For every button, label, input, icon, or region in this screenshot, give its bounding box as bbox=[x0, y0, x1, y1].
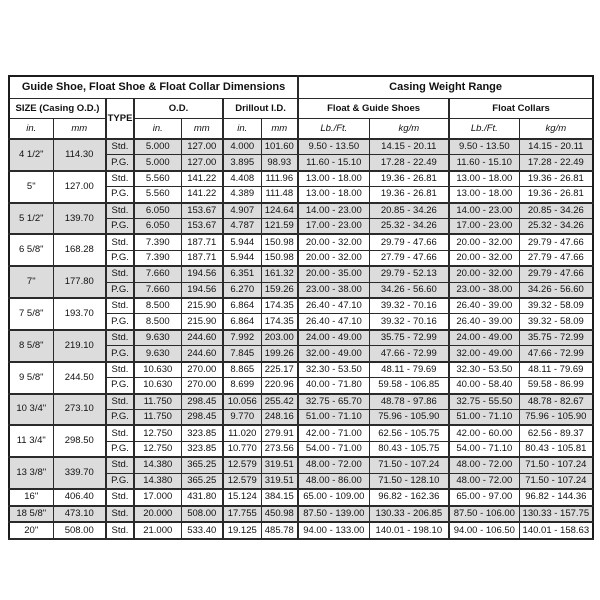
cell-fgs-lbft: 20.00 - 32.00 bbox=[298, 234, 369, 250]
cell-fgs-kgm: 27.79 - 47.66 bbox=[369, 250, 449, 266]
cell-fc-kgm: 20.85 - 34.26 bbox=[519, 203, 593, 219]
cell-drillout-mm: 199.26 bbox=[261, 346, 298, 362]
cell-fgs-lbft: 42.00 - 71.00 bbox=[298, 425, 369, 441]
cell-fc-lbft: 48.00 - 72.00 bbox=[449, 473, 519, 489]
cell-od-mm: 153.67 bbox=[181, 219, 223, 235]
cell-size-mm: 219.10 bbox=[53, 330, 106, 362]
cell-drillout-in: 19.125 bbox=[223, 522, 261, 539]
cell-drillout-mm: 174.35 bbox=[261, 314, 298, 330]
cell-od-mm: 187.71 bbox=[181, 234, 223, 250]
cell-fc-lbft: 20.00 - 32.00 bbox=[449, 250, 519, 266]
cell-od-mm: 533.40 bbox=[181, 522, 223, 539]
cell-fc-kgm: 27.79 - 47.66 bbox=[519, 250, 593, 266]
cell-fc-kgm: 48.78 - 82.67 bbox=[519, 394, 593, 410]
cell-fgs-lbft: 54.00 - 71.00 bbox=[298, 441, 369, 457]
cell-od-mm: 508.00 bbox=[181, 506, 223, 523]
cell-type: P.G. bbox=[106, 441, 134, 457]
cell-fc-kgm: 39.32 - 58.09 bbox=[519, 298, 593, 314]
cell-drillout-mm: 485.78 bbox=[261, 522, 298, 539]
cell-fc-lbft: 65.00 - 97.00 bbox=[449, 489, 519, 506]
cell-drillout-in: 6.864 bbox=[223, 298, 261, 314]
cell-fgs-kgm: 35.75 - 72.99 bbox=[369, 330, 449, 346]
cell-fgs-kgm: 19.36 - 26.81 bbox=[369, 187, 449, 203]
cell-od-in: 7.390 bbox=[134, 250, 181, 266]
cell-fc-kgm: 34.26 - 56.60 bbox=[519, 282, 593, 298]
drillout-column-header: Drillout I.D. bbox=[223, 99, 298, 119]
cell-od-in: 8.500 bbox=[134, 314, 181, 330]
cell-drillout-in: 4.907 bbox=[223, 203, 261, 219]
left-section-title: Guide Shoe, Float Shoe & Float Collar Dimensions bbox=[9, 76, 298, 99]
fgs-kgm-unit: kg/m bbox=[369, 119, 449, 140]
cell-drillout-in: 12.579 bbox=[223, 457, 261, 473]
cell-size-in: 4 1/2" bbox=[9, 139, 53, 171]
cell-od-in: 6.050 bbox=[134, 219, 181, 235]
cell-drillout-in: 8.865 bbox=[223, 362, 261, 378]
cell-drillout-in: 5.944 bbox=[223, 234, 261, 250]
cell-fgs-kgm: 71.50 - 107.24 bbox=[369, 457, 449, 473]
drillout-mm-unit: mm bbox=[261, 119, 298, 140]
cell-size-in: 8 5/8" bbox=[9, 330, 53, 362]
right-section-title: Casing Weight Range bbox=[298, 76, 593, 99]
cell-od-mm: 298.45 bbox=[181, 394, 223, 410]
cell-fc-lbft: 26.40 - 39.00 bbox=[449, 298, 519, 314]
cell-drillout-in: 10.056 bbox=[223, 394, 261, 410]
size-column-header: SIZE (Casing O.D.) bbox=[9, 99, 106, 119]
cell-od-in: 7.660 bbox=[134, 266, 181, 282]
cell-od-in: 14.380 bbox=[134, 457, 181, 473]
units-header-row bbox=[9, 119, 593, 140]
cell-fc-kgm: 71.50 - 107.24 bbox=[519, 457, 593, 473]
cell-drillout-in: 6.270 bbox=[223, 282, 261, 298]
cell-drillout-mm: 161.32 bbox=[261, 266, 298, 282]
cell-fc-kgm: 80.43 - 105.81 bbox=[519, 441, 593, 457]
cell-od-in: 17.000 bbox=[134, 489, 181, 506]
cell-od-in: 14.380 bbox=[134, 473, 181, 489]
cell-fgs-lbft: 40.00 - 71.80 bbox=[298, 378, 369, 394]
cell-fgs-kgm: 59.58 - 106.85 bbox=[369, 378, 449, 394]
cell-fgs-lbft: 26.40 - 47.10 bbox=[298, 298, 369, 314]
cell-fgs-kgm: 75.96 - 105.90 bbox=[369, 409, 449, 425]
fc-kgm-unit: kg/m bbox=[519, 119, 593, 140]
cell-od-mm: 365.25 bbox=[181, 457, 223, 473]
cell-size-mm: 298.50 bbox=[53, 425, 106, 457]
table-row bbox=[9, 457, 593, 473]
cell-type: P.G. bbox=[106, 378, 134, 394]
cell-size-in: 5 1/2" bbox=[9, 203, 53, 235]
cell-fc-kgm: 96.82 - 144.36 bbox=[519, 489, 593, 506]
table-row bbox=[9, 394, 593, 410]
cell-fgs-lbft: 20.00 - 32.00 bbox=[298, 250, 369, 266]
cell-drillout-in: 4.787 bbox=[223, 219, 261, 235]
cell-fgs-lbft: 32.00 - 49.00 bbox=[298, 346, 369, 362]
cell-drillout-mm: 111.48 bbox=[261, 187, 298, 203]
cell-drillout-in: 9.770 bbox=[223, 409, 261, 425]
cell-type: Std. bbox=[106, 298, 134, 314]
cell-fgs-kgm: 19.36 - 26.81 bbox=[369, 171, 449, 187]
cell-fc-kgm: 130.33 - 157.75 bbox=[519, 506, 593, 523]
cell-size-mm: 139.70 bbox=[53, 203, 106, 235]
cell-fc-lbft: 20.00 - 32.00 bbox=[449, 234, 519, 250]
size-in-unit: in. bbox=[9, 119, 53, 140]
cell-size-in: 13 3/8" bbox=[9, 457, 53, 489]
cell-type: Std. bbox=[106, 425, 134, 441]
cell-drillout-mm: 319.51 bbox=[261, 473, 298, 489]
fc-lbft-unit: Lb./Ft. bbox=[449, 119, 519, 140]
section-title-row bbox=[9, 76, 593, 99]
cell-type: P.G. bbox=[106, 409, 134, 425]
cell-fc-lbft: 42.00 - 60.00 bbox=[449, 425, 519, 441]
cell-type: P.G. bbox=[106, 346, 134, 362]
cell-size-mm: 473.10 bbox=[53, 506, 106, 523]
cell-drillout-mm: 319.51 bbox=[261, 457, 298, 473]
cell-fgs-kgm: 29.79 - 52.13 bbox=[369, 266, 449, 282]
cell-drillout-mm: 273.56 bbox=[261, 441, 298, 457]
cell-fgs-kgm: 25.32 - 34.26 bbox=[369, 219, 449, 235]
cell-od-in: 11.750 bbox=[134, 409, 181, 425]
cell-fgs-lbft: 94.00 - 133.00 bbox=[298, 522, 369, 539]
cell-fgs-kgm: 17.28 - 22.49 bbox=[369, 155, 449, 171]
cell-od-in: 7.660 bbox=[134, 282, 181, 298]
cell-size-mm: 508.00 bbox=[53, 522, 106, 539]
cell-size-in: 6 5/8" bbox=[9, 234, 53, 266]
cell-drillout-mm: 384.15 bbox=[261, 489, 298, 506]
cell-drillout-in: 15.124 bbox=[223, 489, 261, 506]
cell-fgs-lbft: 51.00 - 71.10 bbox=[298, 409, 369, 425]
cell-fc-lbft: 40.00 - 58.40 bbox=[449, 378, 519, 394]
cell-type: P.G. bbox=[106, 187, 134, 203]
cell-size-mm: 168.28 bbox=[53, 234, 106, 266]
cell-type: Std. bbox=[106, 394, 134, 410]
cell-od-mm: 270.00 bbox=[181, 362, 223, 378]
cell-fc-kgm: 59.58 - 86.99 bbox=[519, 378, 593, 394]
table-row bbox=[9, 139, 593, 155]
cell-fgs-kgm: 71.50 - 128.10 bbox=[369, 473, 449, 489]
cell-fc-kgm: 47.66 - 72.99 bbox=[519, 346, 593, 362]
cell-fgs-kgm: 48.78 - 97.86 bbox=[369, 394, 449, 410]
cell-size-in: 18 5/8" bbox=[9, 506, 53, 523]
cell-od-in: 8.500 bbox=[134, 298, 181, 314]
cell-size-in: 16" bbox=[9, 489, 53, 506]
cell-drillout-mm: 150.98 bbox=[261, 250, 298, 266]
cell-od-in: 20.000 bbox=[134, 506, 181, 523]
cell-fgs-lbft: 17.00 - 23.00 bbox=[298, 219, 369, 235]
cell-fgs-lbft: 48.00 - 72.00 bbox=[298, 457, 369, 473]
cell-type: Std. bbox=[106, 489, 134, 506]
cell-size-mm: 339.70 bbox=[53, 457, 106, 489]
cell-fgs-kgm: 80.43 - 105.75 bbox=[369, 441, 449, 457]
cell-od-mm: 187.71 bbox=[181, 250, 223, 266]
cell-fc-kgm: 48.11 - 79.69 bbox=[519, 362, 593, 378]
cell-fgs-lbft: 26.40 - 47.10 bbox=[298, 314, 369, 330]
cell-fgs-kgm: 39.32 - 70.16 bbox=[369, 298, 449, 314]
cell-fgs-kgm: 48.11 - 79.69 bbox=[369, 362, 449, 378]
cell-fgs-kgm: 96.82 - 162.36 bbox=[369, 489, 449, 506]
cell-type: Std. bbox=[106, 203, 134, 219]
table-row bbox=[9, 266, 593, 282]
cell-drillout-mm: 101.60 bbox=[261, 139, 298, 155]
fgs-lbft-unit: Lb./Ft. bbox=[298, 119, 369, 140]
cell-size-mm: 244.50 bbox=[53, 362, 106, 394]
table-row bbox=[9, 171, 593, 187]
cell-drillout-mm: 255.42 bbox=[261, 394, 298, 410]
cell-fgs-lbft: 20.00 - 35.00 bbox=[298, 266, 369, 282]
cell-fgs-lbft: 65.00 - 109.00 bbox=[298, 489, 369, 506]
cell-drillout-mm: 220.96 bbox=[261, 378, 298, 394]
cell-type: Std. bbox=[106, 362, 134, 378]
cell-drillout-in: 3.895 bbox=[223, 155, 261, 171]
cell-fc-kgm: 19.36 - 26.81 bbox=[519, 187, 593, 203]
cell-od-in: 6.050 bbox=[134, 203, 181, 219]
cell-fgs-lbft: 11.60 - 15.10 bbox=[298, 155, 369, 171]
cell-drillout-mm: 450.98 bbox=[261, 506, 298, 523]
cell-od-mm: 215.90 bbox=[181, 314, 223, 330]
cell-fc-kgm: 19.36 - 26.81 bbox=[519, 171, 593, 187]
cell-od-mm: 298.45 bbox=[181, 409, 223, 425]
cell-drillout-mm: 203.00 bbox=[261, 330, 298, 346]
cell-od-mm: 194.56 bbox=[181, 266, 223, 282]
cell-drillout-in: 6.351 bbox=[223, 266, 261, 282]
cell-od-mm: 127.00 bbox=[181, 155, 223, 171]
cell-fc-kgm: 29.79 - 47.66 bbox=[519, 266, 593, 282]
cell-fc-kgm: 140.01 - 158.63 bbox=[519, 522, 593, 539]
cell-type: P.G. bbox=[106, 473, 134, 489]
cell-od-mm: 431.80 bbox=[181, 489, 223, 506]
cell-od-mm: 323.85 bbox=[181, 441, 223, 457]
cell-od-mm: 141.22 bbox=[181, 171, 223, 187]
cell-fc-kgm: 62.56 - 89.37 bbox=[519, 425, 593, 441]
cell-size-in: 10 3/4" bbox=[9, 394, 53, 426]
table-row bbox=[9, 362, 593, 378]
cell-size-in: 11 3/4" bbox=[9, 425, 53, 457]
cell-fc-lbft: 24.00 - 49.00 bbox=[449, 330, 519, 346]
cell-type: Std. bbox=[106, 266, 134, 282]
cell-fc-lbft: 48.00 - 72.00 bbox=[449, 457, 519, 473]
cell-fc-lbft: 94.00 - 106.50 bbox=[449, 522, 519, 539]
cell-drillout-mm: 279.91 bbox=[261, 425, 298, 441]
cell-fc-kgm: 39.32 - 58.09 bbox=[519, 314, 593, 330]
cell-drillout-in: 8.699 bbox=[223, 378, 261, 394]
cell-fgs-kgm: 140.01 - 198.10 bbox=[369, 522, 449, 539]
cell-fc-lbft: 13.00 - 18.00 bbox=[449, 171, 519, 187]
size-mm-unit: mm bbox=[53, 119, 106, 140]
cell-od-in: 12.750 bbox=[134, 425, 181, 441]
cell-fgs-lbft: 23.00 - 38.00 bbox=[298, 282, 369, 298]
cell-type: Std. bbox=[106, 457, 134, 473]
cell-drillout-mm: 248.16 bbox=[261, 409, 298, 425]
cell-drillout-in: 17.755 bbox=[223, 506, 261, 523]
cell-size-mm: 193.70 bbox=[53, 298, 106, 330]
cell-fc-lbft: 23.00 - 38.00 bbox=[449, 282, 519, 298]
cell-drillout-in: 12.579 bbox=[223, 473, 261, 489]
cell-type: Std. bbox=[106, 506, 134, 523]
column-group-header-row bbox=[9, 99, 593, 119]
cell-od-in: 21.000 bbox=[134, 522, 181, 539]
cell-size-mm: 114.30 bbox=[53, 139, 106, 171]
cell-fc-lbft: 9.50 - 13.50 bbox=[449, 139, 519, 155]
cell-fgs-kgm: 20.85 - 34.26 bbox=[369, 203, 449, 219]
cell-fc-kgm: 29.79 - 47.66 bbox=[519, 234, 593, 250]
od-in-unit: in. bbox=[134, 119, 181, 140]
cell-type: P.G. bbox=[106, 314, 134, 330]
cell-fc-kgm: 25.32 - 34.26 bbox=[519, 219, 593, 235]
cell-od-mm: 153.67 bbox=[181, 203, 223, 219]
od-mm-unit: mm bbox=[181, 119, 223, 140]
cell-size-in: 7 5/8" bbox=[9, 298, 53, 330]
cell-fc-kgm: 14.15 - 20.11 bbox=[519, 139, 593, 155]
cell-od-in: 5.000 bbox=[134, 155, 181, 171]
cell-od-mm: 244.60 bbox=[181, 346, 223, 362]
cell-od-mm: 365.25 bbox=[181, 473, 223, 489]
cell-fgs-lbft: 32.75 - 65.70 bbox=[298, 394, 369, 410]
cell-od-mm: 194.56 bbox=[181, 282, 223, 298]
cell-fc-lbft: 26.40 - 39.00 bbox=[449, 314, 519, 330]
table-row bbox=[9, 522, 593, 539]
cell-od-in: 9.630 bbox=[134, 346, 181, 362]
cell-drillout-in: 4.389 bbox=[223, 187, 261, 203]
cell-fgs-lbft: 87.50 - 139.00 bbox=[298, 506, 369, 523]
type-column-header: TYPE bbox=[106, 99, 134, 140]
cell-size-in: 20" bbox=[9, 522, 53, 539]
table-row bbox=[9, 506, 593, 523]
cell-od-in: 5.000 bbox=[134, 139, 181, 155]
float-collars-column-header: Float Collars bbox=[449, 99, 593, 119]
cell-fgs-kgm: 29.79 - 47.66 bbox=[369, 234, 449, 250]
cell-fc-kgm: 17.28 - 22.49 bbox=[519, 155, 593, 171]
cell-od-mm: 127.00 bbox=[181, 139, 223, 155]
cell-drillout-in: 7.992 bbox=[223, 330, 261, 346]
cell-od-in: 12.750 bbox=[134, 441, 181, 457]
cell-size-in: 9 5/8" bbox=[9, 362, 53, 394]
cell-fc-kgm: 71.50 - 107.24 bbox=[519, 473, 593, 489]
cell-fgs-lbft: 24.00 - 49.00 bbox=[298, 330, 369, 346]
cell-drillout-in: 10.770 bbox=[223, 441, 261, 457]
cell-size-mm: 127.00 bbox=[53, 171, 106, 203]
cell-drillout-in: 11.020 bbox=[223, 425, 261, 441]
cell-fc-lbft: 17.00 - 23.00 bbox=[449, 219, 519, 235]
cell-fgs-lbft: 13.00 - 18.00 bbox=[298, 171, 369, 187]
cell-drillout-mm: 159.26 bbox=[261, 282, 298, 298]
cell-drillout-in: 4.000 bbox=[223, 139, 261, 155]
cell-size-mm: 177.80 bbox=[53, 266, 106, 298]
cell-type: Std. bbox=[106, 234, 134, 250]
cell-type: P.G. bbox=[106, 250, 134, 266]
cell-fc-lbft: 13.00 - 18.00 bbox=[449, 187, 519, 203]
cell-od-in: 9.630 bbox=[134, 330, 181, 346]
table-row bbox=[9, 330, 593, 346]
cell-type: Std. bbox=[106, 171, 134, 187]
cell-size-mm: 406.40 bbox=[53, 489, 106, 506]
table-body bbox=[9, 139, 593, 539]
table-row bbox=[9, 489, 593, 506]
cell-type: Std. bbox=[106, 522, 134, 539]
float-guide-shoes-column-header: Float & Guide Shoes bbox=[298, 99, 449, 119]
cell-drillout-in: 5.944 bbox=[223, 250, 261, 266]
cell-fgs-lbft: 9.50 - 13.50 bbox=[298, 139, 369, 155]
cell-type: P.G. bbox=[106, 219, 134, 235]
cell-drillout-mm: 98.93 bbox=[261, 155, 298, 171]
cell-od-in: 5.560 bbox=[134, 187, 181, 203]
cell-fgs-lbft: 32.30 - 53.50 bbox=[298, 362, 369, 378]
cell-drillout-in: 7.845 bbox=[223, 346, 261, 362]
cell-type: P.G. bbox=[106, 282, 134, 298]
cell-type: P.G. bbox=[106, 155, 134, 171]
cell-fgs-kgm: 47.66 - 72.99 bbox=[369, 346, 449, 362]
table-row bbox=[9, 234, 593, 250]
cell-fc-lbft: 32.00 - 49.00 bbox=[449, 346, 519, 362]
cell-fc-kgm: 35.75 - 72.99 bbox=[519, 330, 593, 346]
cell-fgs-lbft: 14.00 - 23.00 bbox=[298, 203, 369, 219]
table-row bbox=[9, 425, 593, 441]
cell-fc-lbft: 20.00 - 32.00 bbox=[449, 266, 519, 282]
casing-dimensions-table bbox=[8, 75, 594, 540]
cell-fgs-kgm: 34.26 - 56.60 bbox=[369, 282, 449, 298]
cell-drillout-in: 6.864 bbox=[223, 314, 261, 330]
cell-drillout-mm: 225.17 bbox=[261, 362, 298, 378]
cell-fgs-lbft: 48.00 - 86.00 bbox=[298, 473, 369, 489]
cell-fgs-kgm: 39.32 - 70.16 bbox=[369, 314, 449, 330]
cell-fc-lbft: 87.50 - 106.00 bbox=[449, 506, 519, 523]
cell-drillout-in: 4.408 bbox=[223, 171, 261, 187]
cell-drillout-mm: 111.96 bbox=[261, 171, 298, 187]
cell-drillout-mm: 121.59 bbox=[261, 219, 298, 235]
cell-fc-lbft: 51.00 - 71.10 bbox=[449, 409, 519, 425]
cell-drillout-mm: 150.98 bbox=[261, 234, 298, 250]
cell-size-in: 7" bbox=[9, 266, 53, 298]
cell-fc-lbft: 32.30 - 53.50 bbox=[449, 362, 519, 378]
od-column-header: O.D. bbox=[134, 99, 223, 119]
cell-type: Std. bbox=[106, 330, 134, 346]
cell-od-in: 10.630 bbox=[134, 378, 181, 394]
table-row bbox=[9, 298, 593, 314]
cell-fgs-kgm: 14.15 - 20.11 bbox=[369, 139, 449, 155]
cell-od-mm: 323.85 bbox=[181, 425, 223, 441]
cell-od-in: 11.750 bbox=[134, 394, 181, 410]
cell-size-mm: 273.10 bbox=[53, 394, 106, 426]
cell-od-mm: 244.60 bbox=[181, 330, 223, 346]
table-row bbox=[9, 203, 593, 219]
cell-fgs-lbft: 13.00 - 18.00 bbox=[298, 187, 369, 203]
cell-drillout-mm: 124.64 bbox=[261, 203, 298, 219]
cell-od-in: 7.390 bbox=[134, 234, 181, 250]
drillout-in-unit: in. bbox=[223, 119, 261, 140]
cell-od-mm: 141.22 bbox=[181, 187, 223, 203]
cell-fgs-kgm: 62.56 - 105.75 bbox=[369, 425, 449, 441]
cell-od-mm: 215.90 bbox=[181, 298, 223, 314]
cell-fc-lbft: 14.00 - 23.00 bbox=[449, 203, 519, 219]
cell-fgs-kgm: 130.33 - 206.85 bbox=[369, 506, 449, 523]
cell-fc-lbft: 54.00 - 71.10 bbox=[449, 441, 519, 457]
cell-drillout-mm: 174.35 bbox=[261, 298, 298, 314]
cell-od-in: 5.560 bbox=[134, 171, 181, 187]
cell-od-in: 10.630 bbox=[134, 362, 181, 378]
cell-fc-lbft: 11.60 - 15.10 bbox=[449, 155, 519, 171]
cell-size-in: 5" bbox=[9, 171, 53, 203]
cell-type: Std. bbox=[106, 139, 134, 155]
cell-fc-lbft: 32.75 - 55.50 bbox=[449, 394, 519, 410]
cell-od-mm: 270.00 bbox=[181, 378, 223, 394]
cell-fc-kgm: 75.96 - 105.90 bbox=[519, 409, 593, 425]
